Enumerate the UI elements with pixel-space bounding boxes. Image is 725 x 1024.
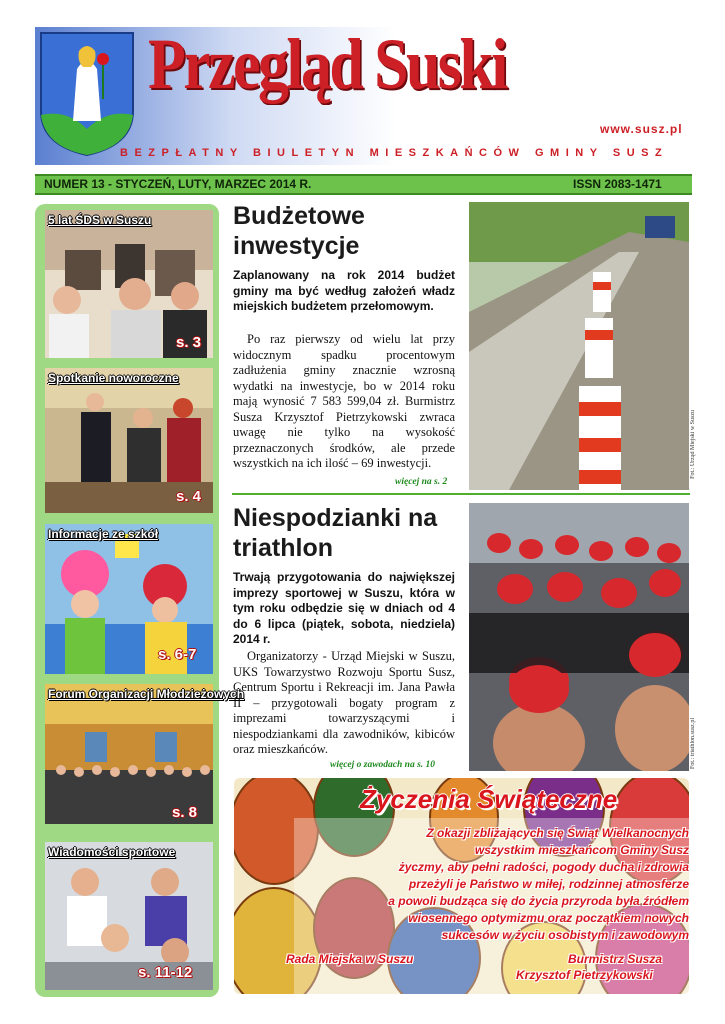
masthead-subtitle: BEZPŁATNY BIULETYN MIESZKAŃCÓW GMINY SUSZ	[120, 147, 669, 159]
website-link[interactable]: www.susz.pl	[600, 122, 683, 136]
wishes-line: wszystkim mieszkańcom Gminy Susz	[474, 843, 689, 857]
teaser-label-schools[interactable]: Informacje ze szkół	[48, 527, 159, 541]
teaser-page-sports[interactable]: s. 11-12	[138, 964, 193, 981]
article-divider	[232, 493, 690, 495]
wishes-line: Z okazji zbliżających się Świąt Wielkanocnych	[426, 826, 689, 840]
issue-number: NUMER 13 - STYCZEŃ, LUTY, MARZEC 2014 R.	[44, 177, 312, 191]
article-budget-photo	[469, 202, 689, 490]
masthead-title: Przegląd Suski	[148, 24, 506, 104]
article-budget-more-link[interactable]: więcej na s. 2	[395, 477, 448, 487]
article-triathlon-photo	[469, 503, 689, 771]
wishes-signature-mayor-name: Krzysztof Pietrzykowski	[516, 968, 653, 982]
article-triathlon-heading[interactable]: Niespodzianki na triathlon	[233, 504, 438, 562]
teaser-page-schools[interactable]: s. 6-7	[158, 646, 197, 663]
teaser-label-sds[interactable]: 5 lat ŚDS w Suszu	[48, 213, 152, 227]
teaser-photo-forum	[45, 684, 213, 824]
teaser-page-forum[interactable]: s. 8	[172, 804, 198, 821]
article-triathlon-body: Organizatorzy - Urząd Miejski w Suszu, UKS Towarzystwo Rozwoju Sportu Susz, Centrum Sportu i Rekreacji im. Jana Pawła II – przygotowali bogaty program z imprezami towarzyszącymi i niespodziankami dla zawodników, kibiców oraz mieszkańców.	[233, 649, 455, 756]
article-budget-body: Po raz pierwszy od wielu lat przy widocznym spadku procentowym zadłużenia gminy znacznie wzrosną wydatki na inwestycje, bo w 2014 roku mają wynosić 7 583 599,04 zł. Burmistrz Susza Krzysztof Pietrzykowski zwraca uwagę nie tylko na wysokość przeznaczonych środków, ale przede wszystkich na ich ilość – 69 inwestycji.	[233, 332, 455, 470]
article-triathlon-more-link[interactable]: więcej o zawodach na s. 10	[330, 760, 436, 770]
wishes-line: sukcesów w życiu osobistym i zawodowym	[441, 928, 689, 942]
article-triathlon-photo-credit: Fot.: triathlon.susz.pl	[690, 718, 696, 769]
teaser-page-newyear[interactable]: s. 4	[176, 488, 202, 505]
wishes-signature-mayor-title: Burmistrz Susza	[568, 952, 663, 966]
article-triathlon-lead: Trwają przygotowania do największej imprezy sportowej w Suszu, która w tym roku odbędzie się w dniach od 4 do 6 lipca (piątek, sobota, niedziela) 2014 r.	[233, 570, 455, 646]
article-budget-photo-credit: Fot.: Urząd Miejski w Suszu	[690, 410, 696, 479]
wishes-line: wiosennego optymizmu oraz początkiem nowych	[408, 911, 689, 925]
issn: ISSN 2083-1471	[573, 177, 662, 191]
coat-of-arms-icon	[37, 29, 137, 157]
teaser-label-forum[interactable]: Forum Organizacji Młodzieżowych	[48, 687, 245, 701]
wishes-title: Życzenia Świąteczne	[360, 784, 618, 814]
teaser-label-sports[interactable]: Wiadomości sportowe	[48, 845, 176, 859]
wishes-line: przeżyli je Państwo w miłej, rodzinnej atmosferze	[408, 877, 689, 891]
wishes-line: a powoli budząca się do życia przyroda była źródłem	[388, 894, 689, 908]
wishes-signature-council: Rada Miejska w Suszu	[286, 952, 414, 966]
article-budget-heading[interactable]: Budżetowe inwestycje	[233, 202, 365, 260]
sidebar-teaser-forum[interactable]	[45, 684, 213, 824]
wishes-line: życzmy, aby pełni radości, pogody ducha i zdrowia	[398, 860, 689, 874]
teaser-page-sds[interactable]: s. 3	[176, 334, 202, 351]
teaser-label-newyear[interactable]: Spotkanie noworoczne	[48, 371, 179, 385]
article-budget-lead: Zaplanowany na rok 2014 budżet gminy ma być według założeń władz miejskich budżetem przełomowym.	[233, 268, 455, 313]
